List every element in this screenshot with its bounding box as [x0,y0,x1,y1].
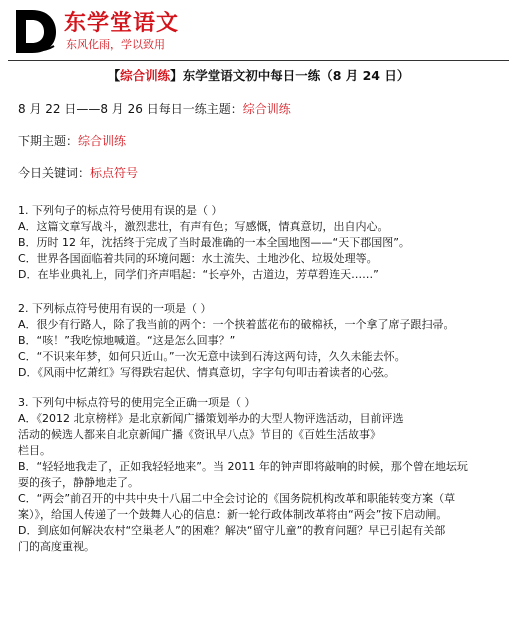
logo-slogan: 东风化雨，学以致用 [66,38,165,51]
document-title [0,66,517,84]
question-2 [18,301,505,381]
next-theme-value: 综合训练 [78,134,127,148]
dongxuetang-logo-icon [10,6,60,56]
option-c: C．“不识来年梦，如何只近山。”一次无意中读到石涛这两句诗，久久未能去怀。 [18,350,406,363]
keyword-label: 今日关键词： [18,166,91,180]
option-d: D．到底如何解决农村“空巢老人”的困难？解决“留守儿童”的教育问题？早已引起有关部 [18,524,446,537]
period-line [18,100,291,117]
question-3 [18,395,505,555]
title-bracket-close: 】 [170,68,183,83]
next-theme-line [18,132,126,149]
option-d: D．《风雨中忆萧红》写得跌宕起伏、情真意切，字字句句叩击着读者的心弦。 [18,366,395,379]
keyword-line [18,164,138,181]
question-stem: 2. 下列标点符号使用有误的一项是（ ） [18,302,212,315]
option-b: B．历时 12 年，沈括终于完成了当时最准确的一本全国地图——“天下郡国图”。 [18,236,410,249]
option-b: B．“轻轻地我走了，正如我轻轻地来”。当 2011 年的钟声即将敲响的时候，那个曾在地坛玩 [18,460,468,473]
option-d-continued: 门的高度重视。 [18,540,95,553]
period-prefix: 8 月 22 日——8 月 26 日每日一练主题： [18,102,243,116]
title-tag: 综合训练 [120,68,171,83]
question-stem: 1. 下列句子的标点符号使用有误的是（ ） [18,204,223,217]
option-a: A．这篇文章写战斗，激烈悲壮，有声有色；写感慨，情真意切，出自内心。 [18,220,389,233]
keyword-value: 标点符号 [90,166,139,180]
option-a: A．《2012 北京榜样》是北京新闻广播策划举办的大型人物评选活动，目前评选 [18,412,404,425]
question-stem: 3. 下列句中标点符号的使用完全正确一项是（ ） [18,396,256,409]
title-text: 东学堂语文初中每日一练（8 月 24 日） [182,68,410,83]
question-1 [18,203,505,283]
option-a-continued: 栏目。 [18,444,51,457]
title-bracket-open: 【 [107,68,121,83]
option-a-continued: 活动的候选人都来自北京新闻广播《资讯早八点》节目的《百姓生活故事》 [18,428,381,441]
option-b: B．“咳！”我吃惊地喊道。“这是怎么回事？” [18,334,236,347]
header-divider [8,60,509,61]
next-theme-label: 下期主题： [18,134,79,148]
option-b-continued: 耍的孩子，静静地走了。 [18,476,139,489]
logo-title: 东学堂语文 [64,10,180,36]
option-a: A．很少有行路人，除了我当前的两个：一个挟着蓝花布的破棉袄，一个拿了席子跟扫帚。 [18,318,455,331]
option-c: C．“两会”前召开的中共中央十八届二中全会讨论的《国务院机构改革和职能转变方案（草 [18,492,456,505]
option-c-continued: 案）》，给国人传递了一个鼓舞人心的信息：新一轮行政体制改革将由“两会”按下启动闸。 [18,508,448,521]
option-d: D．在毕业典礼上，同学们齐声唱起：“长亭外，古道边，芳草碧连天……” [18,268,379,281]
option-c: C．世界各国面临着共同的环境问题：水土流失、土地沙化、垃圾处理等。 [18,252,378,265]
period-topic: 综合训练 [242,102,291,116]
